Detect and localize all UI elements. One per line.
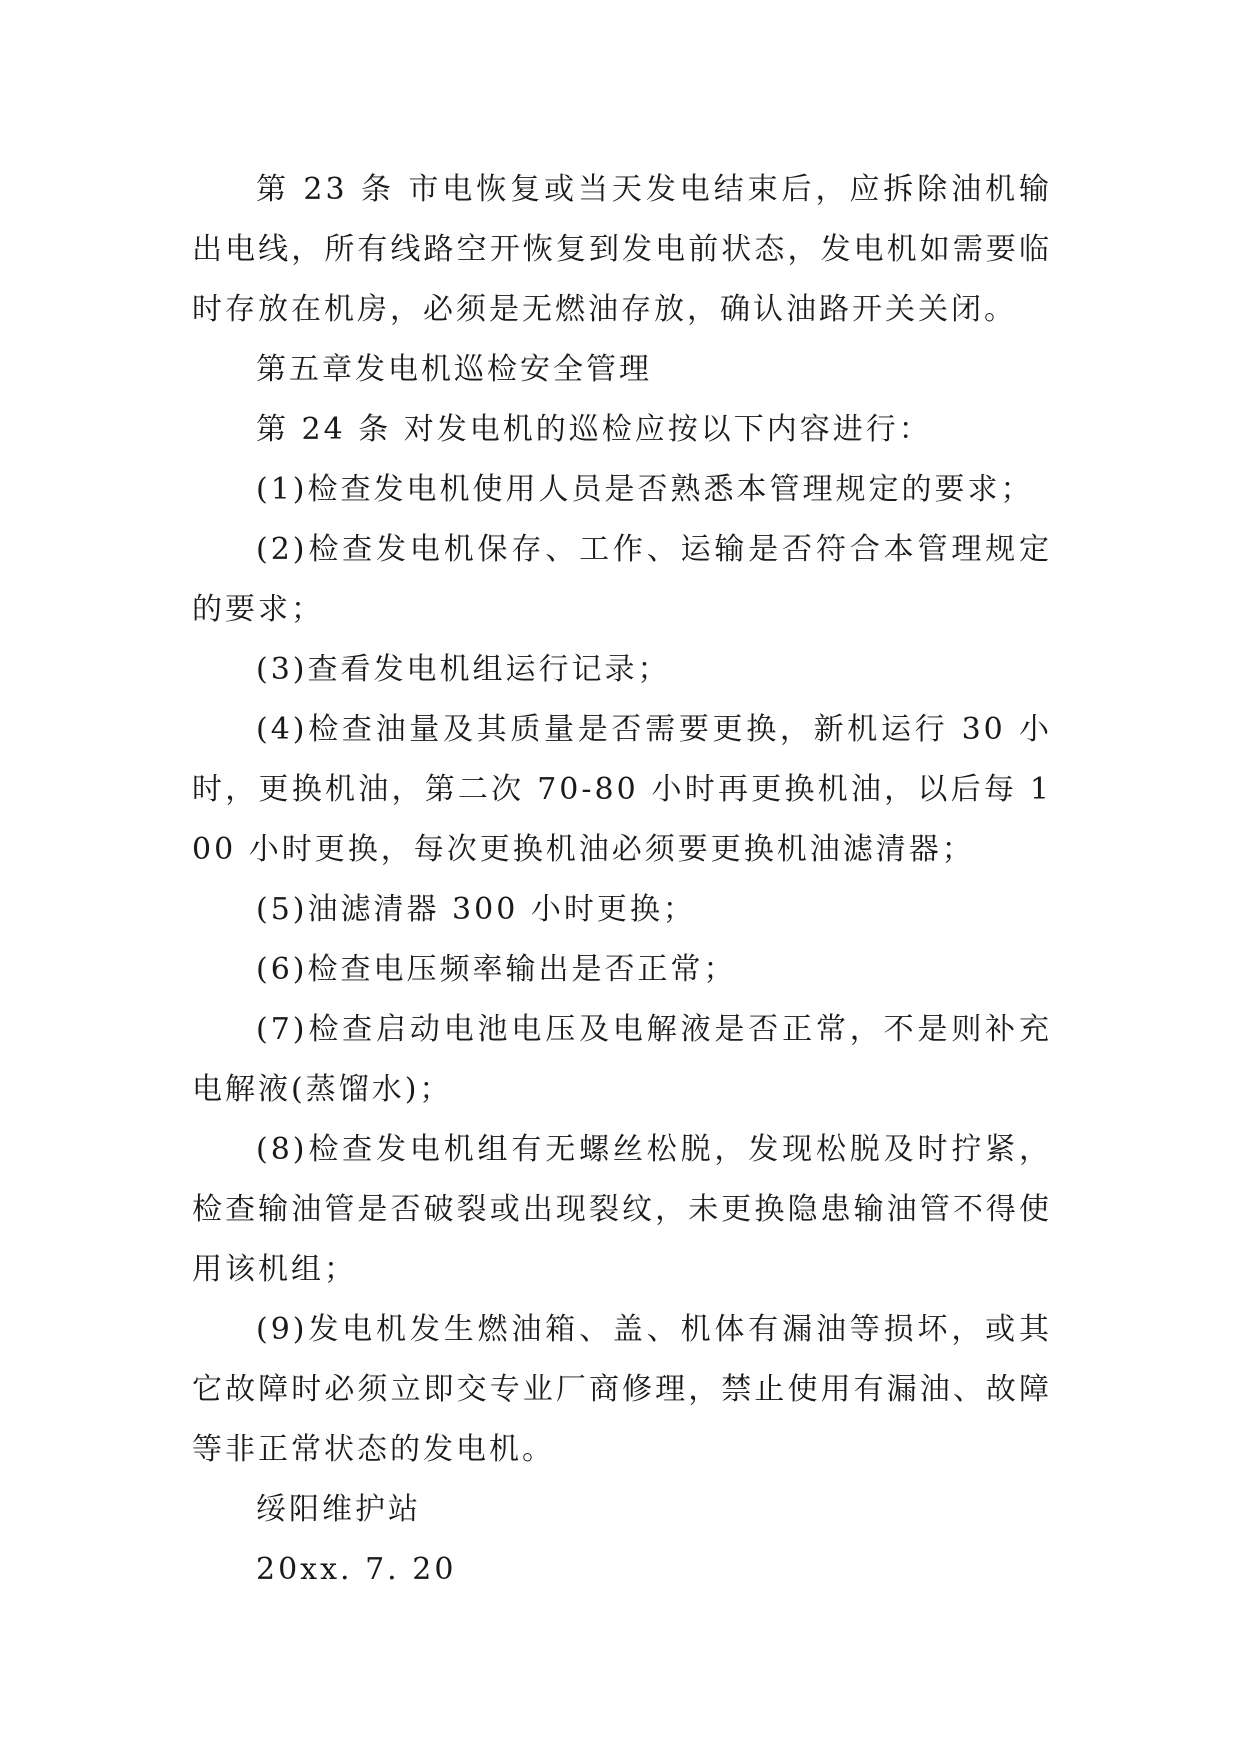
inspection-item-3: (3)查看发电机组运行记录；	[256, 652, 671, 687]
inspection-item-6: (6)检查电压频率输出是否正常；	[256, 952, 737, 987]
article-23-paragraph: 第 23 条 市电恢复或当天发电结束后，应拆除油机输出电线，所有线路空开恢复到发电前状态，发电机如需要临时存放在机房，必须是无燃油存放，确认油路开关关闭。	[192, 172, 1052, 327]
inspection-item-1: (1)检查发电机使用人员是否熟悉本管理规定的要求；	[256, 472, 1034, 507]
signature: 绥阳维护站	[256, 1492, 421, 1527]
article-24-paragraph: 第 24 条 对发电机的巡检应按以下内容进行：	[256, 412, 932, 447]
inspection-item-2: (2)检查发电机保存、工作、运输是否符合本管理规定的要求；	[192, 532, 1052, 627]
chapter-5-heading: 第五章发电机巡检安全管理	[256, 352, 652, 387]
inspection-item-8: (8)检查发电机组有无螺丝松脱，发现松脱及时拧紧，检查输油管是否破裂或出现裂纹，未更换隐患输油管不得使用该机组；	[192, 1132, 1052, 1287]
document-date: 20xx. 7. 20	[256, 1552, 457, 1587]
inspection-item-7: (7)检查启动电池电压及电解液是否正常，不是则补充电解液(蒸馏水)；	[192, 1012, 1052, 1107]
inspection-item-5: (5)油滤清器 300 小时更换；	[256, 892, 696, 927]
inspection-item-9: (9)发电机发生燃油箱、盖、机体有漏油等损坏，或其它故障时必须立即交专业厂商修理，禁止使用有漏油、故障等非正常状态的发电机。	[192, 1312, 1052, 1467]
document-body	[192, 160, 1052, 1600]
inspection-item-4: (4)检查油量及其质量是否需要更换，新机运行 30 小时，更换机油，第二次 70-80 小时再更换机油，以后每 100 小时更换，每次更换机油必须要更换机油滤清器；	[192, 712, 1052, 867]
